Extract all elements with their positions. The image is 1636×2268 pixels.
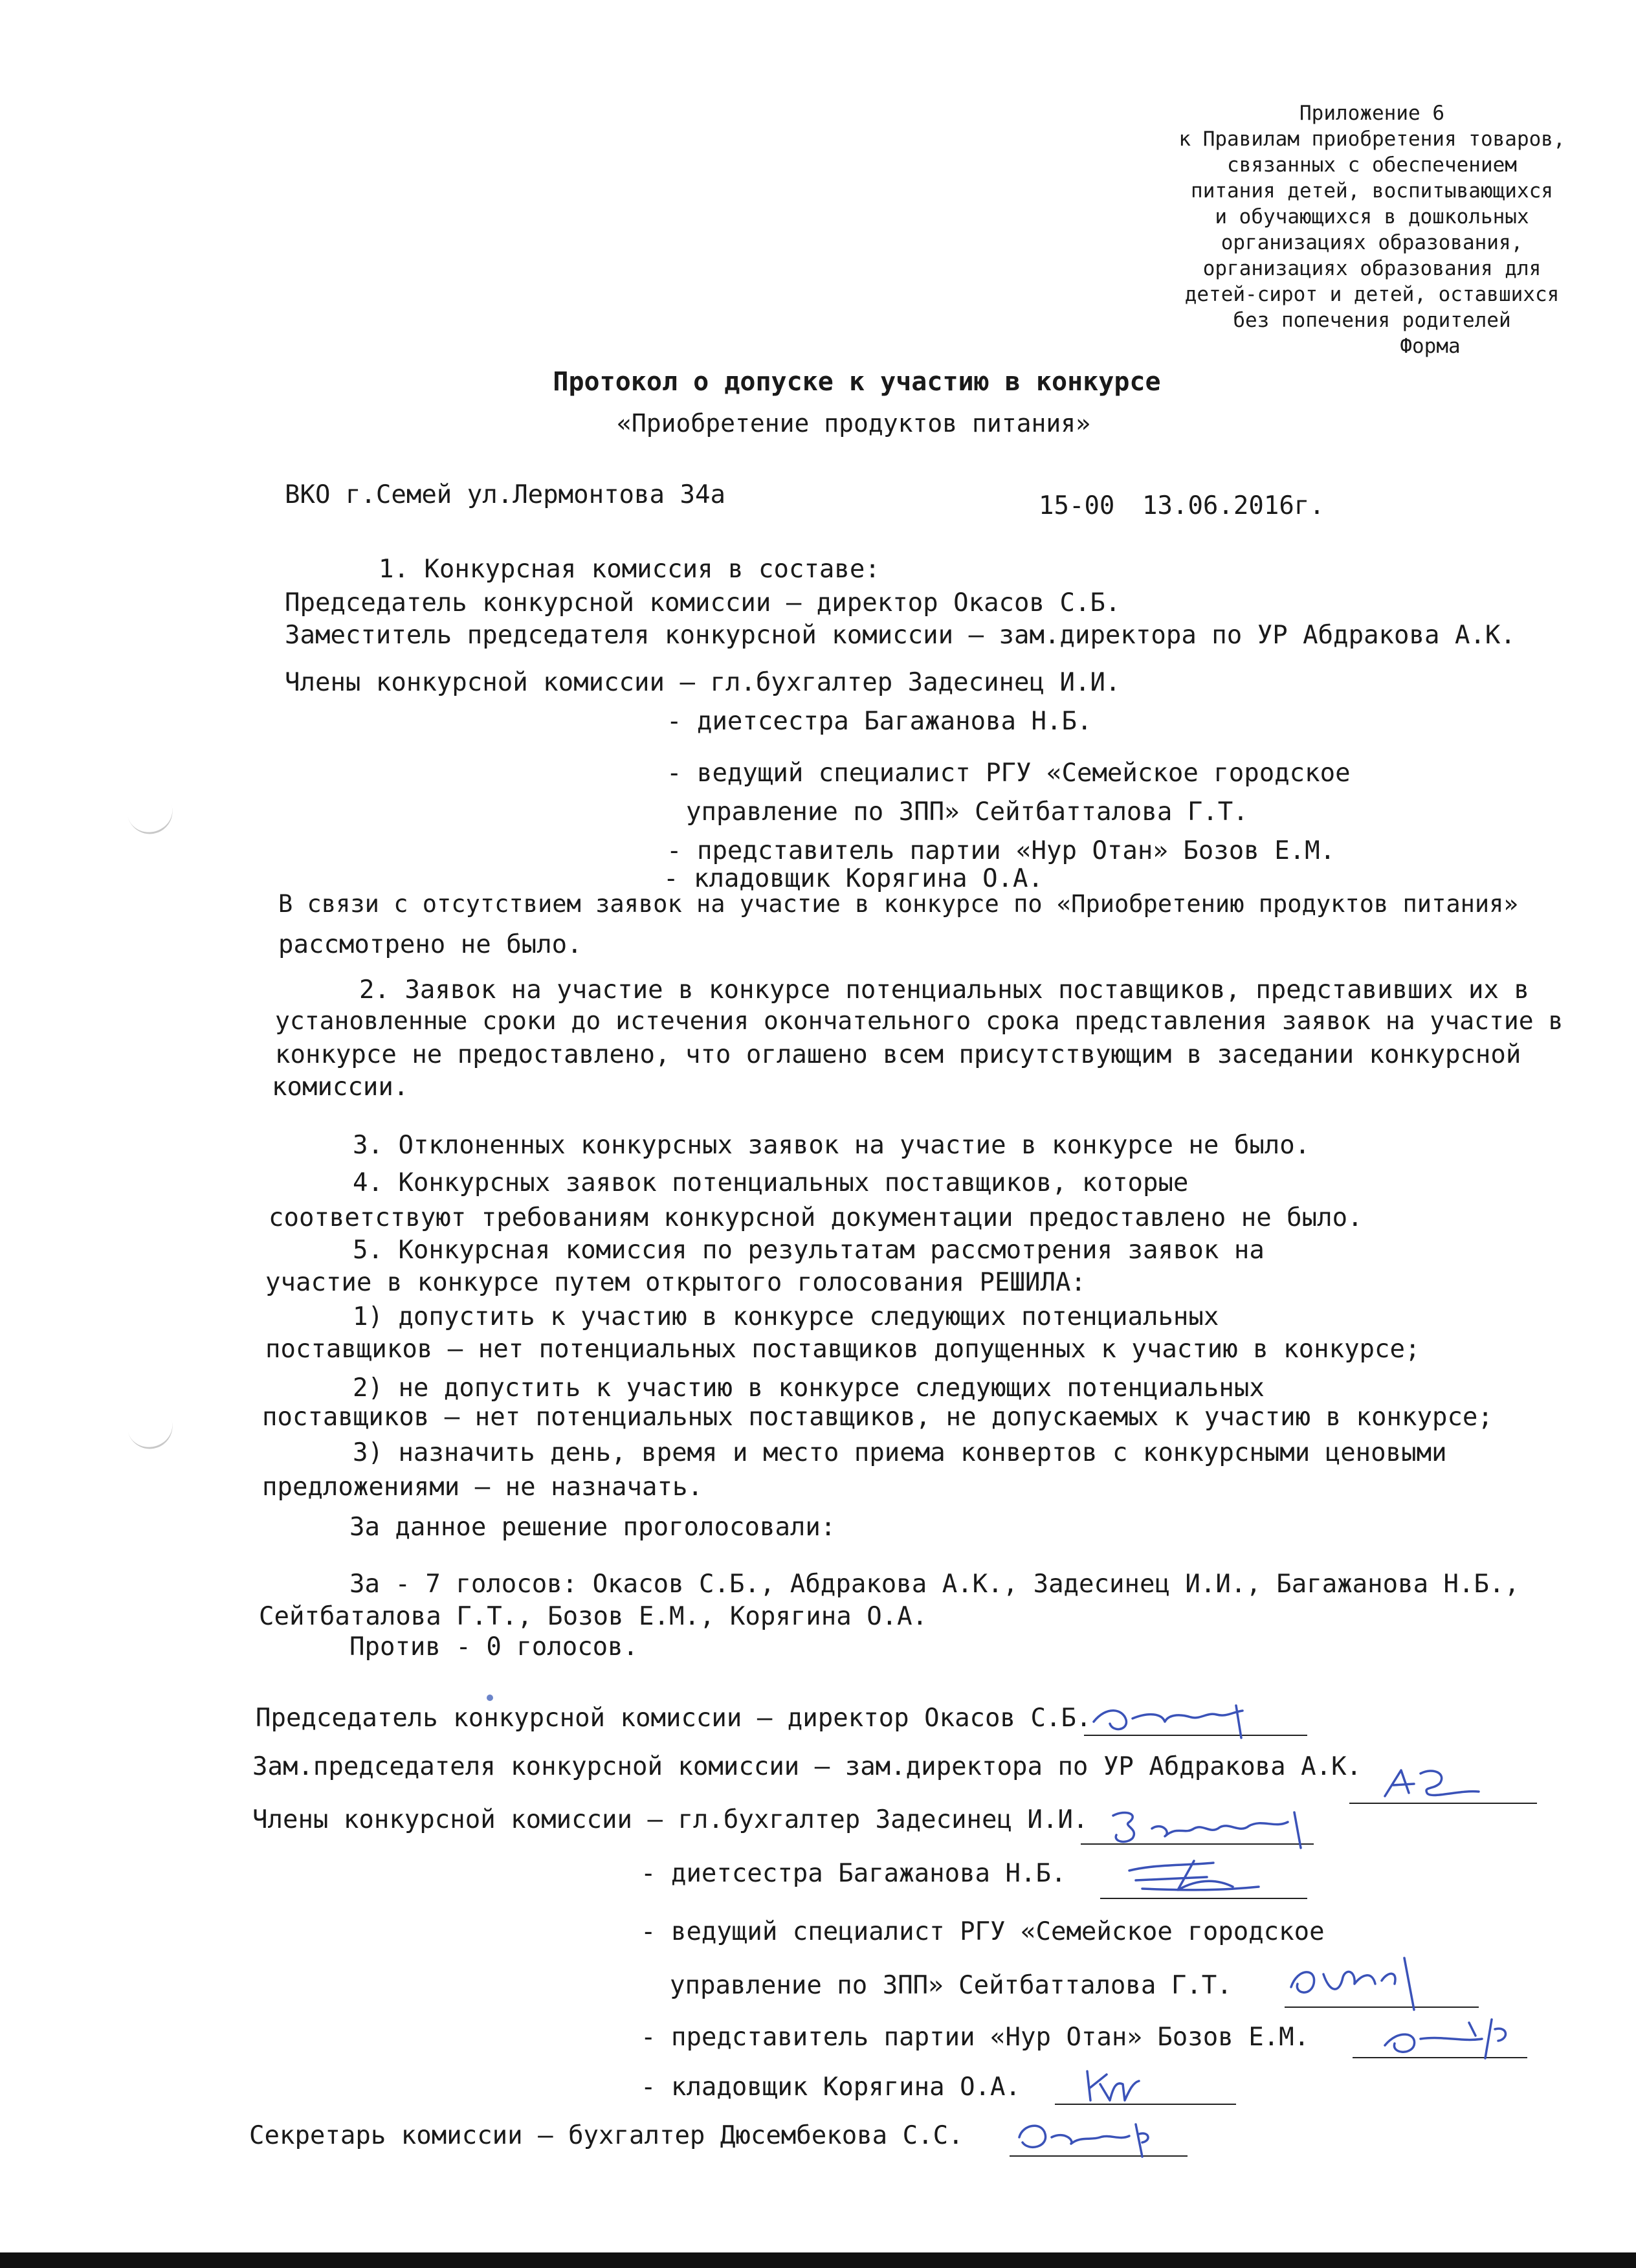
scan-edge: [0, 2252, 1636, 2268]
body-line: предложениями – не назначать.: [262, 1473, 703, 1502]
appendix-line: без попечения родителей: [1233, 309, 1511, 332]
handwritten-signature: [1278, 1948, 1433, 2013]
body-line: поставщиков – нет потенциальных поставщиков допущенных к участию в конкурсе;: [265, 1335, 1420, 1364]
signature-line: - диетсестра Багажанова Н.Б.: [641, 1859, 1067, 1888]
handwritten-signature: [1074, 2065, 1152, 2110]
body-line: 3. Отклоненных конкурсных заявок на участие в конкурсе не было.: [353, 1131, 1310, 1160]
body-line: 1. Конкурсная комиссия в составе:: [379, 555, 880, 584]
body-line: Председатель конкурсной комиссии – директор Окасов С.Б.: [285, 588, 1121, 617]
signature-line: Зам.председателя конкурсной комиссии – зам.директора по УР Абдракова А.К.: [252, 1752, 1362, 1781]
body-line: поставщиков – нет потенциальных поставщиков, не допускаемых к участию в конкурсе;: [262, 1403, 1493, 1432]
punch-hole-mark: [127, 801, 178, 839]
signature-line: Председатель конкурсной комиссии – директор Окасов С.Б.: [256, 1704, 1092, 1733]
meeting-date: 13.06.2016г.: [1142, 491, 1325, 520]
handwritten-signature: [1010, 2111, 1178, 2163]
body-line: 4. Конкурсных заявок потенциальных поставщиков, которые: [353, 1168, 1189, 1197]
body-line: За - 7 голосов: Окасов С.Б., Абдракова А.К., Задесинец И.И., Багажанова Н.Б.,: [349, 1570, 1520, 1599]
appendix-line: детей-сирот и детей, оставшихся: [1184, 283, 1560, 306]
body-line: рассмотрено не было.: [278, 930, 582, 959]
body-line: 3) назначить день, время и место приема конвертов с конкурсными ценовыми: [353, 1438, 1447, 1467]
body-line: Против - 0 голосов.: [349, 1632, 639, 1662]
handwritten-signature: [1087, 1693, 1268, 1744]
signature-line: - кладовщик Корягина О.А.: [641, 2073, 1021, 2102]
appendix-line: и обучающихся в дошкольных: [1215, 205, 1529, 228]
body-line: - ведущий специалист РГУ «Семейское городское: [667, 759, 1351, 788]
document-subtitle: «Приобретение продуктов питания»: [616, 409, 1091, 438]
appendix-line: организациях образования для: [1202, 257, 1542, 280]
form-label: Форма: [1400, 335, 1461, 358]
appendix-line: организациях образования,: [1221, 231, 1523, 254]
body-line: Сейтбаталова Г.Т., Бозов Е.М., Корягина О.А.: [259, 1602, 928, 1631]
body-line: В связи с отсутствием заявок на участие в конкурсе по «Приобретению продуктов питания»: [278, 890, 1518, 918]
body-line: - диетсестра Багажанова Н.Б.: [667, 707, 1092, 736]
signature-line: Члены конкурсной комиссии – гл.бухгалтер Задесинец И.И.: [252, 1805, 1089, 1834]
handwritten-signature: [1372, 2010, 1514, 2068]
meeting-time: 15-00: [1039, 491, 1115, 520]
signature-line: - ведущий специалист РГУ «Семейское городское: [641, 1917, 1325, 1946]
body-line: - представитель партии «Нур Отан» Бозов Е.М.: [667, 836, 1336, 865]
appendix-line: связанных с обеспечением: [1227, 153, 1517, 177]
body-line: соответствуют требованиям конкурсной документации предоставлено не было.: [269, 1203, 1363, 1232]
body-line: 5. Конкурсная комиссия по результатам рассмотрения заявок на: [353, 1236, 1265, 1265]
punch-hole-mark: [127, 1416, 178, 1454]
body-line: управление по ЗПП» Сейтбатталова Г.Т.: [686, 797, 1248, 827]
meeting-location: ВКО г.Семей ул.Лермонтова 34а: [285, 480, 725, 509]
ink-dot: [487, 1695, 493, 1701]
appendix-line: питания детей, воспитывающихся: [1191, 179, 1553, 203]
handwritten-signature: [1100, 1803, 1320, 1854]
handwritten-signature: [1375, 1761, 1485, 1806]
document-title: Протокол о допуске к участию в конкурсе: [553, 367, 1161, 397]
signature-line: управление по ЗПП» Сейтбатталова Г.Т.: [670, 1971, 1232, 2000]
appendix-line: Приложение 6: [1299, 102, 1444, 125]
signature-line: Секретарь комиссии – бухгалтер Дюсембекова С.С.: [249, 2121, 964, 2150]
body-line: Заместитель председателя конкурсной комиссии – зам.директора по УР Абдракова А.К.: [285, 621, 1516, 650]
body-line: участие в конкурсе путем открытого голосования РЕШИЛА:: [265, 1268, 1086, 1297]
handwritten-signature: [1116, 1851, 1278, 1903]
signature-line: - представитель партии «Нур Отан» Бозов Е.М.: [641, 2023, 1310, 2052]
body-line: 1) допустить к участию в конкурсе следующих потенциальных: [353, 1302, 1219, 1331]
body-line: конкурсе не предоставлено, что оглашено всем присутствующим в заседании конкурсной: [275, 1040, 1521, 1069]
body-line: Члены конкурсной комиссии – гл.бухгалтер Задесинец И.И.: [285, 668, 1121, 697]
body-line: комиссии.: [272, 1073, 409, 1102]
appendix-line: к Правилам приобретения товаров,: [1178, 128, 1565, 151]
body-line: 2) не допустить к участию в конкурсе следующих потенциальных: [353, 1373, 1265, 1403]
body-line: 2. Заявок на участие в конкурсе потенциальных поставщиков, представивших их в: [359, 975, 1529, 1005]
body-line: установленные сроки до истечения окончательного срока представления заявок на участие в: [275, 1006, 1564, 1035]
body-line: За данное решение проголосовали:: [349, 1513, 836, 1542]
body-line: - кладовщик Корягина О.А.: [663, 864, 1043, 893]
